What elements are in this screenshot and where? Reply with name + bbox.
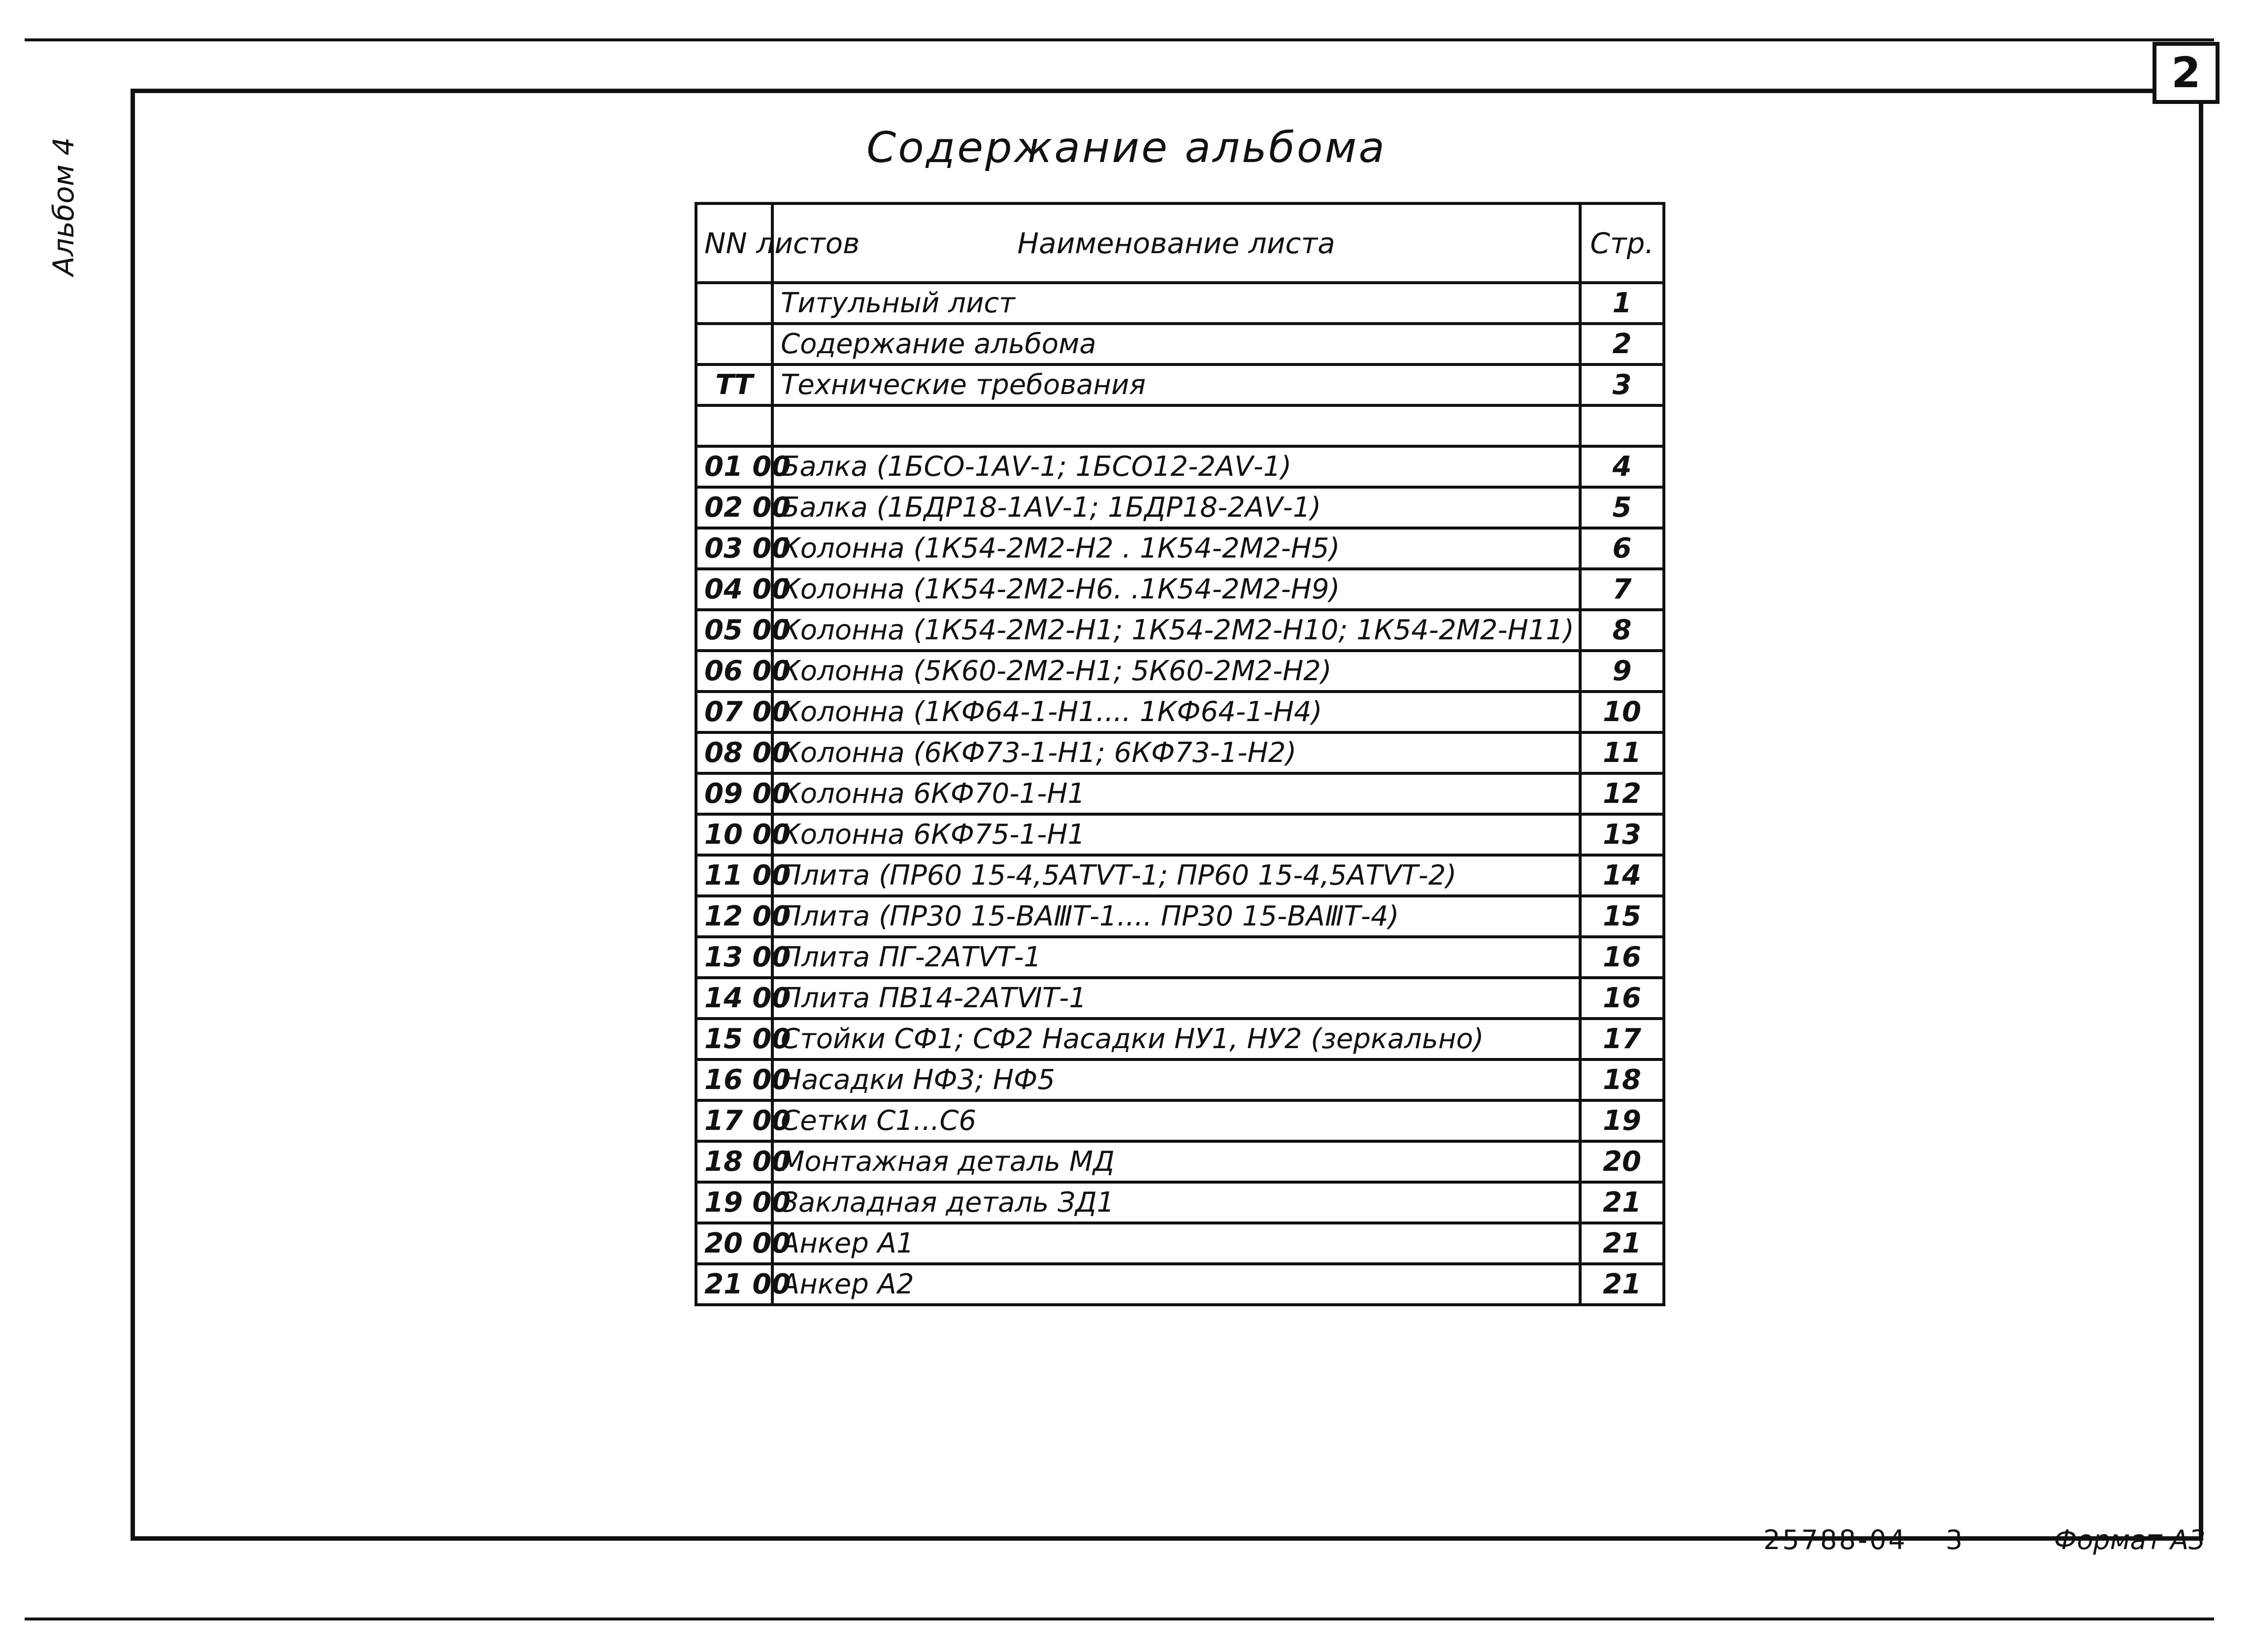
table-row xyxy=(696,1059,1664,1100)
page-cell: 2 xyxy=(1580,324,1664,364)
sheet-name-cell: Балка (1БСО-1АⅤ-1; 1БСО12-2АⅤ-1) xyxy=(772,446,1580,487)
sheet-number-cell: 19 00 xyxy=(696,1182,772,1223)
table-row xyxy=(696,283,1664,324)
table-row xyxy=(696,1223,1664,1264)
sheet-number-cell: 05 00 xyxy=(696,610,772,651)
table-row xyxy=(696,528,1664,569)
sheet-name-cell: Плита (ПР30 15-ВАⅢТ-1.... ПР30 15-ВАⅢТ-4) xyxy=(772,896,1580,937)
table-row xyxy=(696,364,1664,405)
sheet-number-cell: ТТ xyxy=(696,364,772,405)
table-row xyxy=(696,732,1664,773)
page-cell: 4 xyxy=(1580,446,1664,487)
page-cell: 1 xyxy=(1580,283,1664,324)
page-cell: 16 xyxy=(1580,978,1664,1019)
table-row xyxy=(696,1141,1664,1182)
page-cell: 6 xyxy=(1580,528,1664,569)
table-row xyxy=(696,978,1664,1019)
page-cell: 20 xyxy=(1580,1141,1664,1182)
sheet-number-cell: 16 00 xyxy=(696,1059,772,1100)
sheet-name-cell: Анкер А1 xyxy=(772,1223,1580,1264)
column-header-sheet-name: Наименование листа xyxy=(772,203,1580,283)
table-row xyxy=(696,569,1664,610)
page-cell: 21 xyxy=(1580,1223,1664,1264)
page-cell: 19 xyxy=(1580,1100,1664,1141)
page-cell: 18 xyxy=(1580,1059,1664,1100)
sheet-name-cell xyxy=(772,405,1580,446)
document-code: 25788-04 xyxy=(1763,1524,1907,1555)
sheet-name-cell: Колонна (1К54-2М2-Н6. .1К54-2М2-Н9) xyxy=(772,569,1580,610)
table-row xyxy=(696,1182,1664,1223)
column-header-page: Стр. xyxy=(1580,203,1664,283)
page-cell: 7 xyxy=(1580,569,1664,610)
sheet-number-cell: 02 00 xyxy=(696,487,772,528)
sheet-name-cell: Колонна (1КФ64-1-Н1.... 1КФ64-1-Н4) xyxy=(772,692,1580,732)
contents-table xyxy=(695,202,1665,1306)
sheet-name-cell: Плита (ПР60 15-4,5АТⅤТ-1; ПР60 15-4,5АТⅤТ-2) xyxy=(772,855,1580,896)
sheet-name-cell: Стойки СФ1; СФ2 Насадки НУ1, НУ2 (зеркально) xyxy=(772,1019,1580,1059)
table-header-row xyxy=(696,203,1664,283)
table-row xyxy=(696,1019,1664,1059)
sheet-number-cell: 01 00 xyxy=(696,446,772,487)
sheet-name-cell: Колонна (1К54-2М2-Н1; 1К54-2М2-Н10; 1К54-2М2-Н11) xyxy=(772,610,1580,651)
page-number: 2 xyxy=(2153,42,2220,104)
sheet-number-cell xyxy=(696,405,772,446)
sheet-number-cell: 06 00 xyxy=(696,651,772,692)
table-row xyxy=(696,651,1664,692)
column-header-sheet-number: NN листов xyxy=(696,203,772,283)
table-row xyxy=(696,610,1664,651)
page-cell: 10 xyxy=(1580,692,1664,732)
page-cell: 5 xyxy=(1580,487,1664,528)
page-cell: 12 xyxy=(1580,773,1664,814)
sheet-number-cell: 03 00 xyxy=(696,528,772,569)
sheet-number-cell xyxy=(696,283,772,324)
page-title: Содержание альбома xyxy=(866,123,1387,172)
sheet-number-cell: 14 00 xyxy=(696,978,772,1019)
table-row xyxy=(696,773,1664,814)
sheet-name-cell: Колонна (6КФ73-1-Н1; 6КФ73-1-Н2) xyxy=(772,732,1580,773)
sheet-number-cell: 13 00 xyxy=(696,937,772,978)
table-row xyxy=(696,814,1664,855)
sheet-name-cell: Технические требования xyxy=(772,364,1580,405)
sheet-number-cell: 07 00 xyxy=(696,692,772,732)
table-body xyxy=(696,283,1664,1305)
table-row xyxy=(696,1100,1664,1141)
sheet-number-cell: 09 00 xyxy=(696,773,772,814)
sheet-number-cell: 20 00 xyxy=(696,1223,772,1264)
paper-format: Формат А3 xyxy=(2054,1524,2206,1555)
page-cell: 17 xyxy=(1580,1019,1664,1059)
page-cell: 21 xyxy=(1580,1182,1664,1223)
sheet-name-cell: Плита ПГ-2АТⅤТ-1 xyxy=(772,937,1580,978)
table-row xyxy=(696,937,1664,978)
sheet-number: 3 xyxy=(1946,1524,1963,1555)
sheet-name-cell: Колонна 6КФ75-1-Н1 xyxy=(772,814,1580,855)
sheet-number-cell xyxy=(696,324,772,364)
sheet-number-cell: 12 00 xyxy=(696,896,772,937)
sheet-number-cell: 18 00 xyxy=(696,1141,772,1182)
page-cell: 3 xyxy=(1580,364,1664,405)
page-cell: 11 xyxy=(1580,732,1664,773)
sheet-number-cell: 17 00 xyxy=(696,1100,772,1141)
table-row xyxy=(696,446,1664,487)
sheet-name-cell: Балка (1БДР18-1АⅤ-1; 1БДР18-2АⅤ-1) xyxy=(772,487,1580,528)
table-row xyxy=(696,692,1664,732)
sheet-name-cell: Содержание альбома xyxy=(772,324,1580,364)
table-row xyxy=(696,405,1664,446)
sheet-name-cell: Закладная деталь ЗД1 xyxy=(772,1182,1580,1223)
page-cell: 8 xyxy=(1580,610,1664,651)
album-label: Альбом 4 xyxy=(47,137,80,276)
sheet-number-cell: 21 00 xyxy=(696,1264,772,1305)
sheet-name-cell: Колонна 6КФ70-1-Н1 xyxy=(772,773,1580,814)
page-cell: 15 xyxy=(1580,896,1664,937)
table-row xyxy=(696,1264,1664,1305)
table-row xyxy=(696,855,1664,896)
sheet-number-cell: 08 00 xyxy=(696,732,772,773)
page-cell: 21 xyxy=(1580,1264,1664,1305)
sheet-name-cell: Анкер А2 xyxy=(772,1264,1580,1305)
table-row xyxy=(696,896,1664,937)
page-cell: 13 xyxy=(1580,814,1664,855)
sheet-name-cell: Насадки НФ3; НФ5 xyxy=(772,1059,1580,1100)
page-cell: 16 xyxy=(1580,937,1664,978)
sheet-number-cell: 10 00 xyxy=(696,814,772,855)
page-cell: 14 xyxy=(1580,855,1664,896)
sheet-name-cell: Колонна (1К54-2М2-Н2 . 1К54-2М2-Н5) xyxy=(772,528,1580,569)
page-cell: 9 xyxy=(1580,651,1664,692)
sheet-name-cell: Плита ПВ14-2АТⅥТ-1 xyxy=(772,978,1580,1019)
sheet-name-cell: Сетки С1...С6 xyxy=(772,1100,1580,1141)
sheet-number-cell: 11 00 xyxy=(696,855,772,896)
table-row xyxy=(696,487,1664,528)
sheet-name-cell: Титульный лист xyxy=(772,283,1580,324)
table-row xyxy=(696,324,1664,364)
sheet-number-cell: 15 00 xyxy=(696,1019,772,1059)
sheet-name-cell: Колонна (5К60-2М2-Н1; 5К60-2М2-Н2) xyxy=(772,651,1580,692)
sheet-number-cell: 04 00 xyxy=(696,569,772,610)
page-cell xyxy=(1580,405,1664,446)
sheet-name-cell: Монтажная деталь МД xyxy=(772,1141,1580,1182)
